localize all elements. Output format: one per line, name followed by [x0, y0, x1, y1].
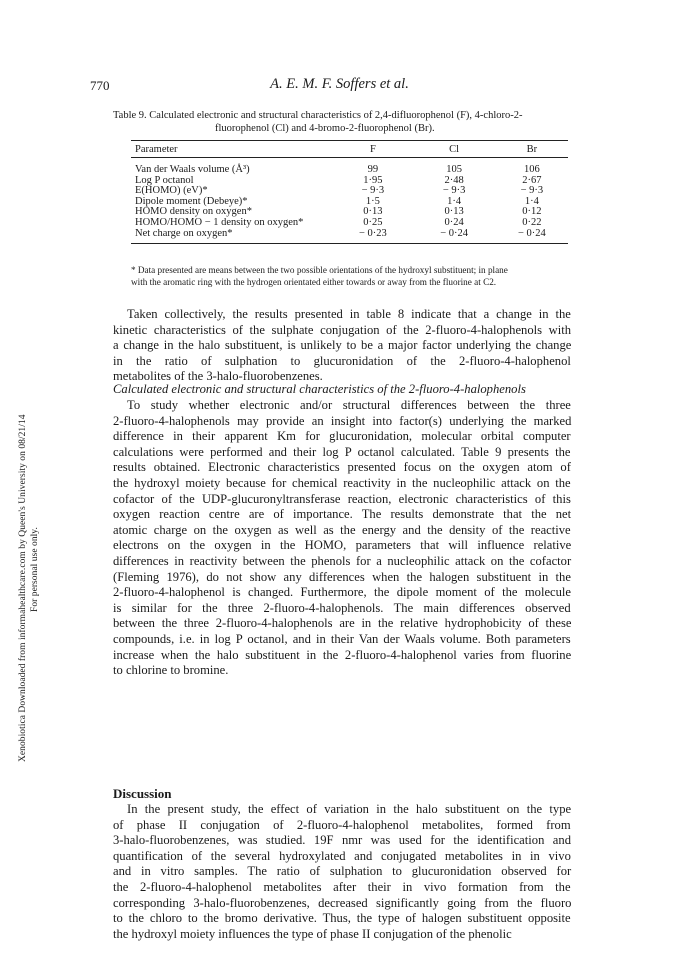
paragraph-calculations	[113, 398, 571, 679]
text-line: 3-halo-fluorobenzenes, was studied. 19F nmr was used for the identification and	[113, 833, 571, 848]
text-line: a change in the halo substituent, is unlikely to be a major factor underlying the change	[113, 338, 572, 353]
column-header-br: Br	[496, 141, 568, 158]
text-line: Taken collectively, the results presented in table 8 indicate that a change in the	[127, 307, 571, 321]
footnote-line-2: with the aromatic ring with the hydrogen orientated either towards or away from the fluorine at C2.	[131, 276, 497, 287]
table-cell-br: 0·22	[522, 216, 542, 228]
table-caption-line-2: fluorophenol (Cl) and 4-bromo-2-fluorophenol (Br).	[215, 122, 435, 134]
text-line: increase when the halo substituent in the 2-fluoro-4-halophenol varies from fluorine	[113, 647, 572, 662]
text-line: compounds, i.e. in log P octanol, and in their Van der Waals volume. Both parameters	[113, 631, 571, 646]
section-heading: Calculated electronic and structural characteristics of the 2-fluoro-4-halophenols	[113, 382, 526, 396]
text-line: 2-fluoro-4-halophenol is changed. Furthermore, the dipole moment of the molecule	[113, 585, 572, 600]
table-cell-br: 0·12	[522, 206, 542, 218]
text-line: electrons on the oxygen in the HOMO, parameters that will influence relative	[113, 538, 572, 553]
text-line: metabolites of the 3-halo-fluorobenzenes.	[113, 369, 323, 384]
text-line: atomic charge on the oxygen as well as the energy and the density of the reactive	[113, 522, 571, 537]
page-number: 770	[90, 78, 110, 93]
text-line: quantification of the several hydroxylated and conjugated metabolites in in vivo	[113, 848, 571, 863]
footnote-line-1: * Data presented are means between the two possible orientations of the hydroxyl substituent; in plane	[131, 265, 508, 275]
table-row	[131, 218, 568, 229]
text-line: oxygen reaction centre are of importance. The results demonstrate that the net	[113, 507, 572, 522]
paragraph-discussion	[113, 802, 571, 942]
text-line: In the present study, the effect of variation in the halo substituent on the type	[127, 802, 572, 816]
table-cell-param: Dipole moment (Debeye)*	[135, 195, 248, 207]
table-cell-cl: 0·13	[444, 206, 464, 218]
text-line: is similar for the three 2-fluoro-4-halophenols. The main differences observed	[113, 600, 571, 615]
table-cell-br: − 0·24	[496, 229, 568, 244]
table-cell-br: − 9·3	[520, 185, 544, 197]
table-cell-f: 0·13	[363, 206, 383, 218]
text-line: to chlorine to bromine.	[113, 663, 229, 678]
table-cell-param: E(HOMO) (eV)*	[135, 185, 208, 197]
table-caption	[113, 110, 571, 135]
text-line: corresponding 3-halo-fluorobenzenes, decreased significantly going from the fluoro	[113, 895, 572, 910]
table-cell-param: Log P octanol	[135, 174, 194, 186]
watermark-line-2: For personal use only.	[30, 527, 40, 612]
table-cell-cl: 1·4	[447, 195, 462, 207]
download-watermark	[17, 242, 41, 762]
table-cell-f: − 9·3	[361, 185, 385, 197]
table-cell-br: 1·4	[524, 195, 539, 207]
text-line: of phase II conjugation of 2-fluoro-4-halophenol metabolites, formed from	[113, 817, 571, 832]
column-header-parameter: Parameter	[131, 141, 333, 158]
discussion-heading: Discussion	[113, 786, 172, 801]
table-cell-cl: − 0·24	[413, 229, 496, 244]
table-row	[131, 158, 568, 176]
text-line: to the chloro to the bromo derivative. Thus, the type of halogen substituent opposite	[113, 911, 571, 926]
text-line: (Fleming 1976), do not show any differences when the halogen substituent in the	[113, 569, 571, 584]
table-cell-f: − 0·23	[333, 229, 412, 244]
characteristics-table	[131, 140, 568, 244]
table-cell-param: HOMO/HOMO − 1 density on oxygen*	[135, 216, 304, 228]
table-cell-f: 0·25	[363, 216, 383, 228]
text-line: between the three 2-fluoro-4-halophenols are in the relative hydrophobicity of these	[113, 616, 572, 631]
paragraph-conclusion	[113, 307, 571, 385]
text-line: differences in reactivity between the phenols for a nucleophilic attack on the cofactor	[113, 553, 572, 568]
text-line: difference in their apparent Km for glucuronidation, molecular orbital computer	[113, 429, 571, 444]
text-line: To study whether electronic and/or structural differences between the three	[127, 398, 571, 412]
table-cell-param: Van der Waals volume (Å³)	[135, 164, 250, 175]
text-line: the 2-fluoro-4-halophenol metabolites after their in vivo formation from the	[113, 879, 571, 894]
table-cell-f: 99	[367, 164, 379, 175]
table-cell-br: 2·67	[522, 174, 542, 186]
table-cell-cl: 0·24	[444, 216, 464, 228]
running-head: A. E. M. F. Soffers et al.	[270, 76, 409, 92]
text-line: the hydroxyl moiety because for chemical reactivity in the nucleophilic attack on the	[113, 475, 571, 490]
table-caption-line-1: Table 9. Calculated electronic and structural characteristics of 2,4-difluorophenol (F), 4-chloro-2-	[113, 110, 523, 121]
column-header-f: F	[333, 141, 412, 158]
table-row	[131, 229, 568, 244]
text-line: and in vitro samples. The ratio of sulphation to glucuronidation observed for	[113, 864, 572, 879]
text-line: 2-fluoro-4-halophenols may provide an insight into factor(s) underlying the marked	[113, 413, 572, 428]
table-footnote	[131, 265, 568, 288]
text-line: cofactor of the UDP-glucuronyltransferase reaction, electronic characteristics of this	[113, 491, 571, 506]
table-body	[131, 158, 568, 244]
table-cell-cl: − 9·3	[442, 185, 466, 197]
table-cell-cl: 2·48	[444, 174, 464, 186]
text-line: calculations were performed and their log P octanol calculated. Table 9 presents the	[113, 444, 571, 459]
text-line: kinetic characteristics of the sulphate conjugation of the 2-fluoro-4-halophenols with	[113, 322, 572, 337]
text-line: results obtained. Electronic characteristics presented focus on the oxygen atom of	[113, 460, 571, 475]
column-header-cl: Cl	[413, 141, 496, 158]
table-cell-f: 1·95	[363, 174, 383, 186]
table-cell-br: 106	[523, 164, 540, 175]
table-cell-cl: 105	[446, 164, 462, 175]
text-line: the hydroxyl moiety influences the type of phase II conjugation of the phenolic	[113, 926, 512, 941]
table-cell-param: HOMO density on oxygen*	[135, 206, 252, 218]
table-cell-param: Net charge on oxygen*	[131, 229, 333, 244]
watermark-line-1: Xenobiotica Downloaded from informahealthcare.com by Queen's University on 08/21/14	[18, 414, 28, 762]
table-cell-f: 1·5	[365, 195, 380, 207]
text-line: in the ratio of sulphation to glucuronidation of the 2-fluoro-4-halophenol	[113, 353, 571, 368]
table-header-row	[131, 141, 568, 158]
